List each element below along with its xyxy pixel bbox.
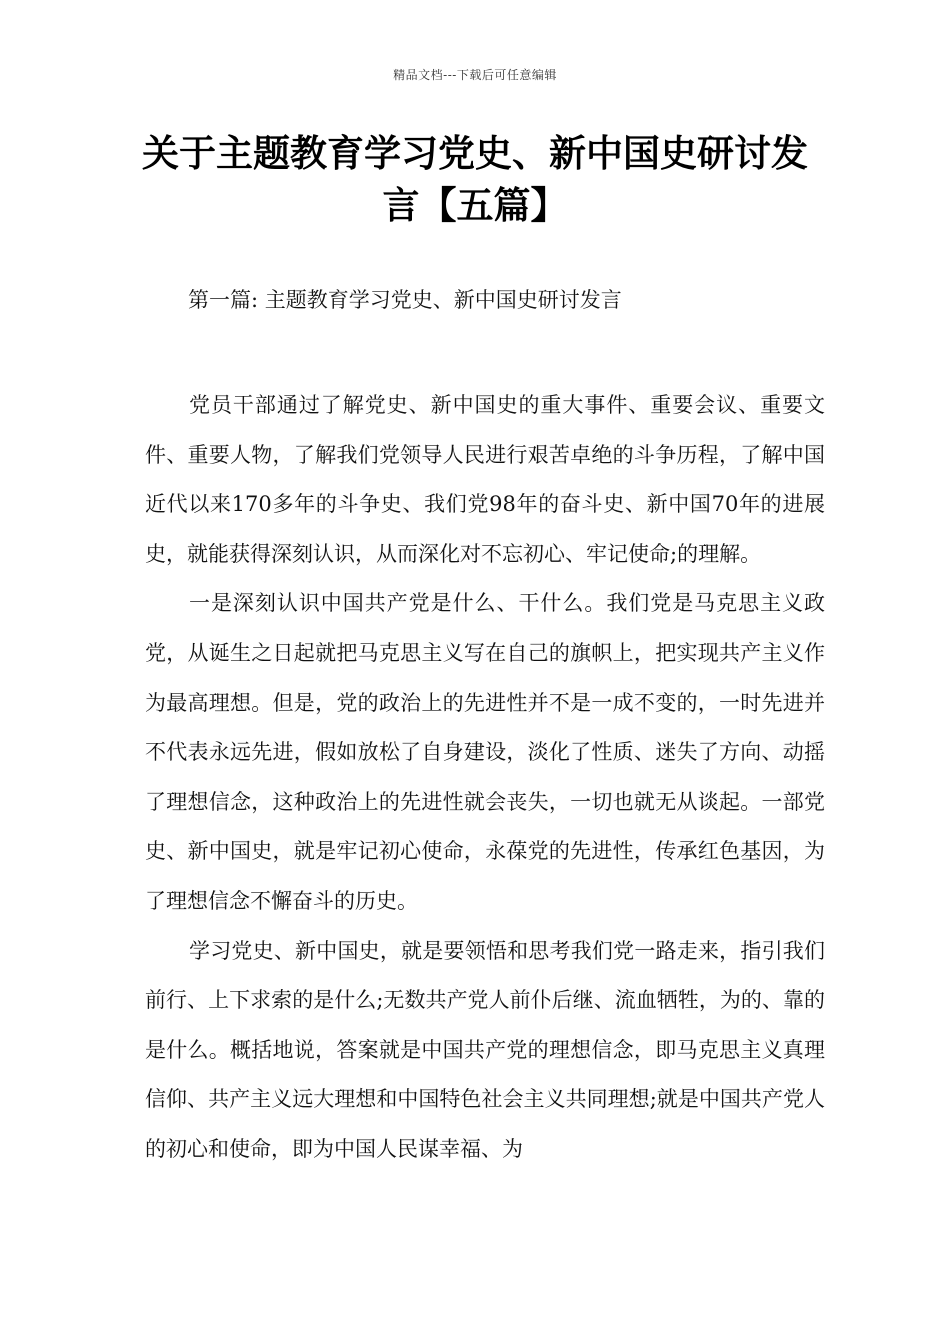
paragraph: 党员干部通过了解党史、新中国史的重大事件、重要会议、重要文件、重要人物，了解我们党领导人民进行艰苦卓绝的斗争历程，了解中国近代以来170多年的斗争史、我们党98年的奋斗史、新中国70年的进展史，就能获得深刻认识，从而深化对不忘初心、牢记使命;的理解。 <box>145 393 825 566</box>
header-note: 精品文档---下载后可任意编辑 <box>393 68 557 82</box>
document-body <box>145 381 825 1175</box>
document-title: 关于主题教育学习党史、新中国史研讨发言【五篇】 <box>142 132 808 227</box>
paragraph: 学习党史、新中国史，就是要领悟和思考我们党一路走来，指引我们前行、上下求索的是什么;无数共产党人前仆后继、流血牺牲，为的、靠的是什么。概括地说，答案就是中国共产党的理想信念，即马克思主义真理信仰、共产主义远大理想和中国特色社会主义共同理想;就是中国共产党人的初心和使命，即为中国人民谋幸福、为 <box>145 938 825 1161</box>
paragraph: 一是深刻认识中国共产党是什么、干什么。我们党是马克思主义政党，从诞生之日起就把马克思主义写在自己的旗帜上，把实现共产主义作为最高理想。但是，党的政治上的先进性并不是一成不变的，一时先进并不代表永远先进，假如放松了自身建设，淡化了性质、迷失了方向、动摇了理想信念，这种政治上的先进性就会丧失，一切也就无从谈起。一部党史、新中国史，就是牢记初心使命，永葆党的先进性，传承红色基因，为了理想信念不懈奋斗的历史。 <box>145 591 825 913</box>
section-heading: 第一篇: 主题教育学习党史、新中国史研讨发言 <box>188 288 622 312</box>
